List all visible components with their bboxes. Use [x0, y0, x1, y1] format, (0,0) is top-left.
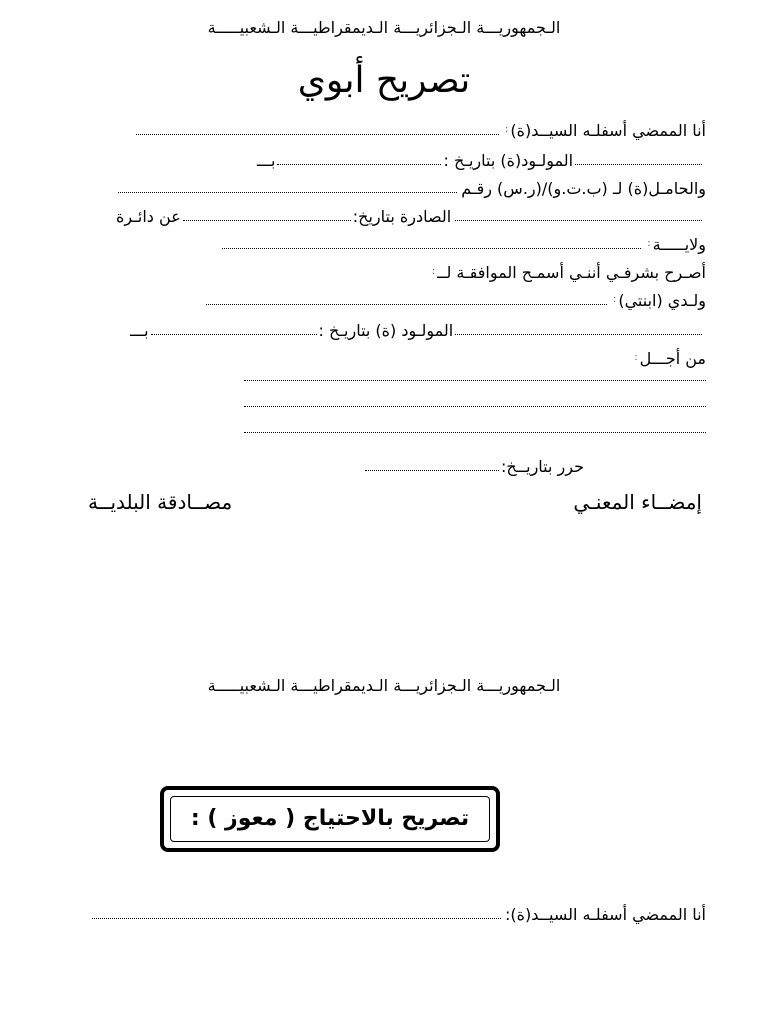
title-frame — [160, 786, 500, 852]
fill-line[interactable] — [118, 192, 457, 193]
fill-line-child-birthdate[interactable] — [151, 334, 317, 335]
fill-line-birthdate[interactable] — [277, 164, 441, 165]
row-declaration — [300, 258, 706, 282]
fill-line[interactable] — [136, 134, 499, 135]
header-republic: الـجمهوريـــة الـجزائريـــة الـديمقراطيـــة الـشعبيـــــة — [207, 18, 561, 37]
row-label: والحامـل(ة) لـ (ب.ت.و)/(ر.س) رقـم — [461, 179, 706, 198]
row-issue-date — [116, 202, 706, 226]
row-child-name — [200, 286, 706, 310]
row-written-on — [340, 452, 584, 476]
row-separator: : — [634, 352, 638, 363]
row-label: من أجـــل — [639, 349, 706, 368]
row-label: المولـود(ة) بتاريـخ : — [443, 151, 574, 170]
purpose-line-2[interactable] — [244, 406, 706, 407]
row-label: أنا الممضي أسفلـه السيــد(ة): — [504, 905, 706, 924]
row-wilaya — [216, 230, 706, 254]
fill-line-daira[interactable] — [183, 220, 351, 221]
row-id-number — [112, 174, 706, 198]
fill-line[interactable] — [206, 304, 607, 305]
signature-person: إمضــاء المعنـي — [573, 490, 702, 514]
row-label: ولـدي (ابنتي) — [618, 291, 706, 310]
purpose-line-1[interactable] — [244, 380, 706, 381]
row-label: ولايـــــة — [652, 235, 706, 254]
row-tail: عن دائـرة — [116, 207, 181, 226]
fill-line[interactable] — [455, 334, 702, 335]
fill-line[interactable] — [575, 164, 702, 165]
row-child-birth-date — [130, 316, 706, 340]
row-label: الصادرة بتاريخ: — [352, 207, 452, 226]
row-tail: بـــ — [130, 321, 149, 340]
row-separator: : — [647, 238, 651, 249]
date-label: حرر بتاريــخ: — [501, 457, 584, 476]
row-label: أصـرح بشرفـي أننـي أسمـح الموافقـة لــ — [437, 263, 706, 282]
row-birth-date — [130, 146, 706, 170]
purpose-line-3[interactable] — [244, 432, 706, 433]
row-declarant-name — [130, 116, 706, 140]
row-label: المولـود (ة) بتاريـخ : — [318, 321, 454, 340]
page-title: تصريح أبوي — [297, 60, 471, 101]
need-declaration-title: تصريح بالاحتياج ( معوز ) : — [190, 806, 470, 831]
signature-municipality: مصــادقة البلديــة — [88, 490, 233, 514]
row-separator: : — [612, 294, 617, 305]
row-tail: بـــ — [256, 151, 276, 170]
row-separator: : — [431, 266, 436, 277]
row-purpose — [560, 344, 706, 368]
fill-line-written-date[interactable] — [365, 470, 499, 471]
fill-line[interactable] — [92, 918, 501, 919]
row-declarant-name-2 — [86, 900, 706, 924]
row-label: أنا الممضي أسفلـه السيــد(ة) — [510, 121, 706, 140]
header-republic-2: الـجمهوريـــة الـجزائريـــة الـديمقراطيـــة الـشعبيـــــة — [207, 676, 561, 695]
fill-line[interactable] — [455, 220, 702, 221]
fill-line[interactable] — [222, 248, 641, 249]
row-separator: : — [504, 124, 509, 135]
